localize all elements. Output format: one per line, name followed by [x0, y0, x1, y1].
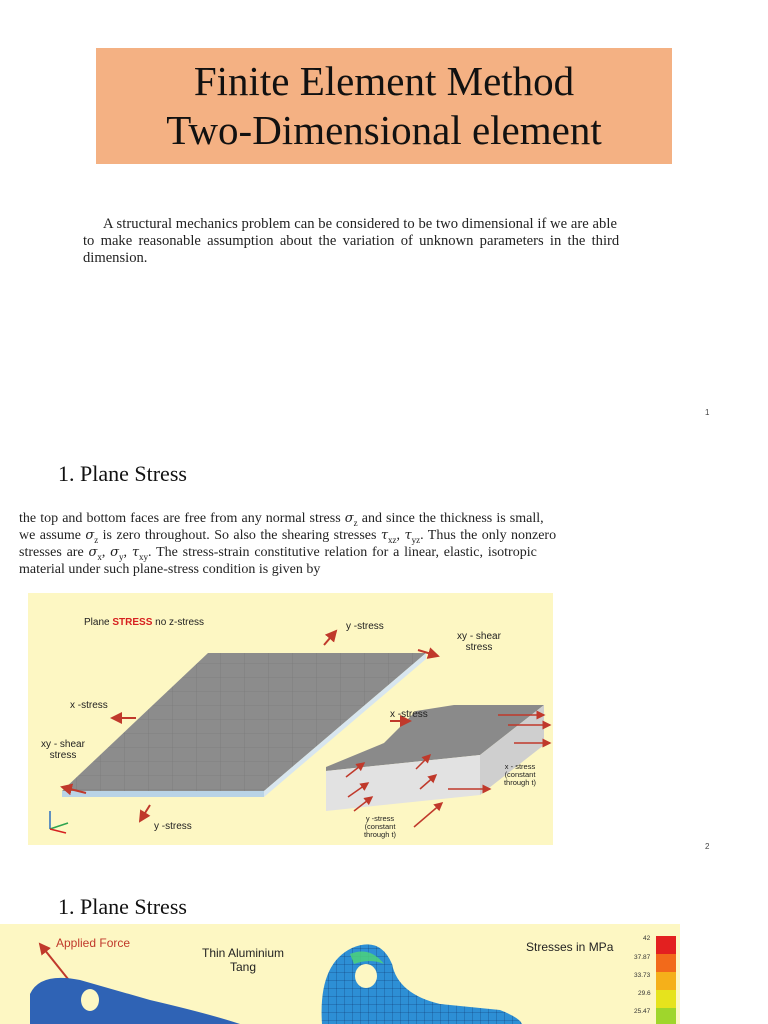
intro-line-1: A structural mechanics problem can be considered to be two dimensional if we are able	[103, 216, 618, 232]
page-number-2: 2	[705, 842, 710, 851]
sigma-symbol: σ	[88, 545, 98, 560]
label-thin-aluminium-tang: Thin Aluminium Tang	[201, 946, 285, 974]
scale-value: 37.87	[634, 954, 651, 961]
figure-title-pre: Plane	[84, 617, 113, 628]
subscript: xz	[388, 534, 397, 545]
subscript: y	[119, 551, 124, 562]
separator: ,	[123, 545, 132, 560]
label-applied-force: Applied Force	[56, 936, 131, 950]
page-number-1: 1	[705, 408, 710, 417]
text-run: . Thus the only nonzero	[420, 528, 557, 543]
title-line-2: Two-Dimensional element	[166, 107, 602, 153]
sigma-symbol: σ	[344, 511, 354, 526]
scale-value: 29.6	[638, 990, 651, 997]
arrow-y-stress-bottom	[140, 805, 150, 821]
text-run: the top and bottom faces are free from any normal stress	[19, 511, 345, 526]
tang-part-left	[30, 978, 240, 1024]
intro-line-2: to make reasonable assumption about the variation of unknown parameters in the third	[83, 233, 620, 249]
text-run: is zero throughout. So also the shearing stresses	[98, 528, 381, 543]
axis-triad-icon	[50, 811, 68, 833]
text-run: and since the thickness is small,	[357, 511, 544, 526]
sigma-symbol: σ	[85, 528, 95, 543]
tau-symbol: τ	[380, 528, 389, 543]
subscript: z	[353, 517, 358, 528]
subscript: x	[97, 551, 102, 562]
sigma-symbol: σ	[110, 545, 120, 560]
slide-title-banner	[96, 48, 672, 164]
arrow-y-stress-top	[324, 631, 336, 645]
title-line-1: Finite Element Method	[193, 58, 575, 104]
section-heading-plane-stress: 1. Plane Stress	[58, 461, 187, 486]
tau-symbol: τ	[131, 545, 140, 560]
plate-edge	[62, 791, 264, 797]
text-run: material under such plane-stress condition is given by	[19, 562, 321, 577]
figure-title	[84, 617, 204, 628]
subscript: xy	[139, 551, 149, 562]
label-x-stress-constant: x - stress (constant through t)	[503, 762, 537, 787]
text-run: . The stress-strain constitutive relation for a linear, elastic, isotropic	[148, 545, 537, 560]
scale-value: 33.73	[634, 972, 651, 979]
tau-symbol: τ	[404, 528, 412, 543]
label-x-stress-left: x -stress	[70, 700, 108, 711]
applied-force-arrow	[40, 944, 72, 984]
figure-title-post: no z-stress	[152, 617, 205, 628]
subscript: z	[94, 534, 99, 545]
tang-hole-left	[81, 989, 99, 1011]
scale-value: 42	[643, 935, 651, 942]
intro-paragraph	[83, 216, 678, 276]
section-heading-plane-stress-2: 1. Plane Stress	[58, 894, 187, 919]
separator: ,	[101, 545, 111, 560]
intro-line-3: dimension.	[83, 250, 148, 266]
label-y-stress-bottom: y -stress	[154, 821, 192, 832]
text-run: we assume	[19, 528, 86, 543]
text-run: stresses are	[19, 545, 89, 560]
label-x-stress-mid: x -stress	[390, 709, 428, 720]
separator: ,	[396, 528, 405, 543]
label-xy-shear-left: xy - shear stress	[41, 739, 85, 761]
label-y-stress-top: y -stress	[346, 621, 384, 632]
label-y-stress-constant: y -stress (constant through t)	[363, 814, 397, 839]
tang-hole-meshed	[355, 964, 377, 988]
subscript: yz	[411, 534, 421, 545]
scale-value: 25.47	[634, 1008, 651, 1015]
label-xy-shear-right: xy - shear stress	[457, 631, 501, 653]
aluminium-tang-figure	[0, 924, 680, 1024]
label-stresses-mpa: Stresses in MPa	[526, 940, 614, 954]
stress-color-scale	[656, 936, 676, 1024]
plane-stress-paragraph	[19, 510, 619, 582]
plane-stress-figure	[28, 593, 553, 845]
figure-title-strong: STRESS	[112, 617, 153, 628]
